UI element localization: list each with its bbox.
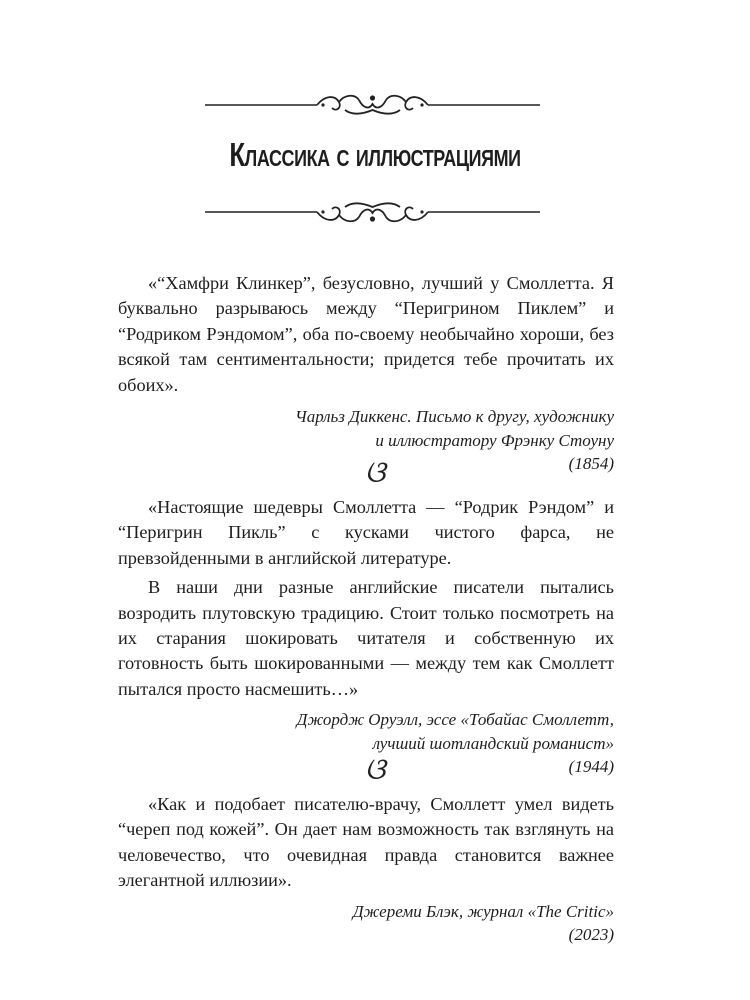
attribution-line: Джереми Блэк, журнал «The Critic»	[352, 901, 614, 921]
quote-attribution	[118, 900, 614, 947]
attribution-line: (1944)	[568, 757, 614, 777]
flourish-ornament-icon	[205, 90, 540, 120]
section-separator-icon: ଓ	[364, 455, 386, 490]
attribution-line: лучший шотландский романист»	[372, 733, 614, 753]
attribution-line: и иллюстратору Фрэнку Стоуну	[375, 430, 614, 450]
attribution-line: Чарльз Диккенс. Письмо к другу, художнику	[295, 407, 614, 427]
attribution-line: Джордж Оруэлл, эссе «Тобайас Смоллетт,	[296, 710, 614, 730]
quote-paragraph: В наши дни разные английские писатели пытались возродить плутовскую традицию. Стоит только посмотреть на их старания шокировать читателя и собственную их готовность быть шокированными — между тем как Смоллетт пытался просто насмешить…»	[118, 577, 614, 699]
quote-block-black	[118, 792, 614, 947]
quote-block-dickens	[118, 271, 614, 476]
quote-block-orwell	[118, 495, 614, 779]
attribution-line: (1854)	[568, 454, 614, 474]
quote-paragraph: «“Хамфри Клинкер”, безусловно, лучший у Смоллетта. Я буквально разрываюсь между “Перигрином Пиклем” и “Родриком Рэндомом”, оба по-своему необычайно хороши, без всякой там сентиментальности; придется тебе прочитать их обоих».	[118, 273, 614, 395]
page-title: Классика с иллюстрациями	[229, 136, 521, 173]
top-ornament-divider	[205, 90, 540, 120]
section-separator-icon: ଓ	[364, 752, 386, 787]
quote-paragraph: «Настоящие шедевры Смоллетта — “Родрик Рэндом” и “Перигрин Пикль” с кусками чистого фарса, не превзойденными в английской литературе.	[118, 497, 614, 568]
attribution-line: (2023)	[568, 925, 614, 945]
bottom-ornament-divider	[205, 197, 540, 227]
flourish-ornament-icon	[205, 197, 540, 227]
quote-paragraph: «Как и подобает писателю-врачу, Смоллетт умел видеть “череп под кожей”. Он дает нам возможность так взглянуть на человечество, что очевидная правда становится важнее элегантной иллюзии».	[118, 794, 614, 891]
